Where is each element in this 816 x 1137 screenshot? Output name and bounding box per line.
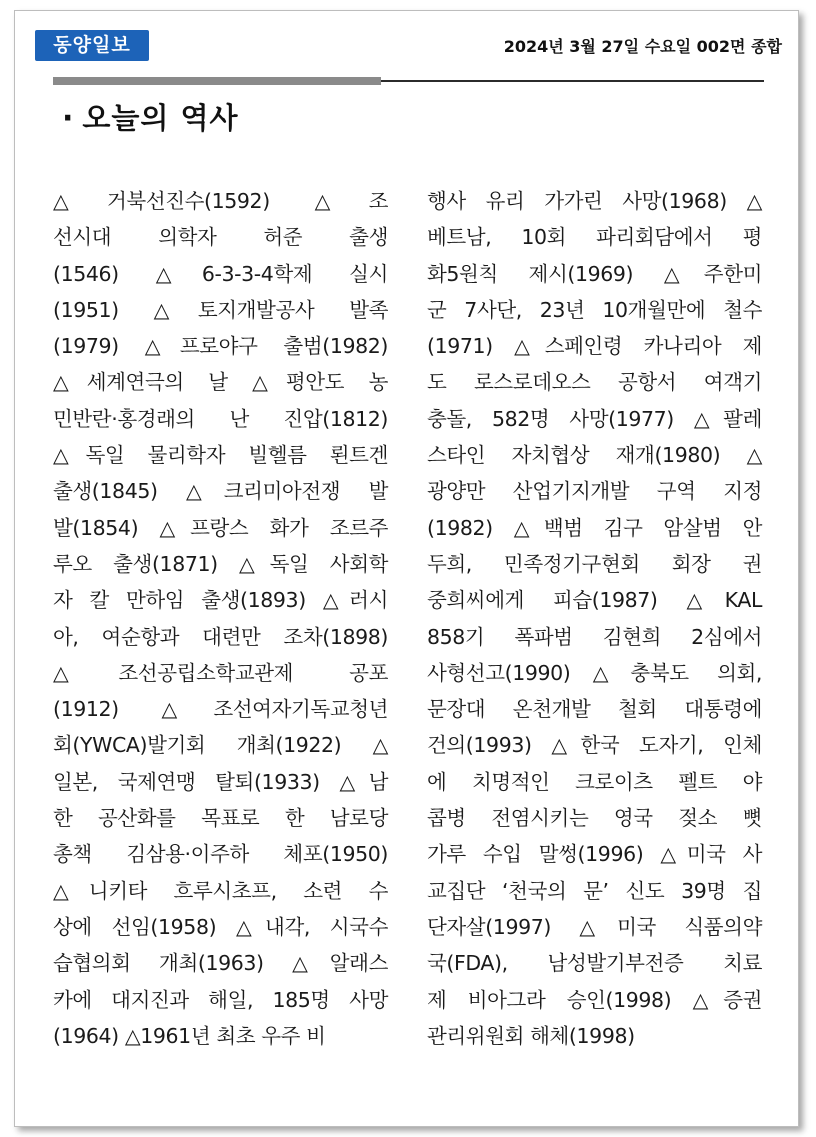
text-line: 교집단 ‘천국의 문’ 신도 39명 집 — [427, 878, 762, 903]
text-line: 습협의회 개최(1963) △알래스 — [53, 951, 388, 976]
text-line: 도 로스로데오스 공항서 여객기 — [427, 370, 762, 395]
text-line: 선시대 의학자 허준 출생 — [53, 225, 388, 250]
text-line: 콥병 전염시키는 영국 젖소 뼛 — [427, 806, 762, 831]
text-line: 광양만 산업기지개발 구역 지정 — [427, 479, 762, 504]
text-line: 에 치명적인 크로이츠 펠트 야 — [427, 769, 762, 794]
text-line: 관리위원회 해체(1998) — [427, 1023, 635, 1048]
text-line: 단자살(1997) △미국 식품의약 — [427, 914, 762, 939]
issue-dateline: 2024년 3월 27일 수요일 002면 종합 — [503, 37, 782, 56]
text-line: (1971) △스페인령 카나리아 제 — [427, 334, 762, 359]
text-line: 발(1854) △프랑스 화가 조르주 — [53, 515, 388, 540]
text-line: (1982) △백범 김구 암살범 안 — [427, 515, 762, 540]
header-rule-thin — [381, 80, 764, 82]
text-line: 건의(1993) △한국 도자기, 인체 — [427, 733, 762, 758]
text-line: 두희, 민족정기구현회 회장 권 — [427, 551, 762, 576]
text-line: △니키타 흐루시초프, 소련 수 — [53, 878, 388, 903]
text-line: 상에 선임(1958) △내각, 시국수 — [53, 914, 388, 939]
article-column-left — [53, 183, 388, 1054]
text-line: 민반란·홍경래의 난 진압(1812) — [53, 406, 388, 431]
text-line: △거북선진수(1592) △조 — [53, 189, 388, 213]
text-line: (1964) △1961년 최초 우주 비 — [53, 1023, 326, 1048]
text-line: 충돌, 582명 사망(1977) △팔레 — [427, 406, 762, 431]
text-line: 한 공산화를 목표로 한 남로당 — [53, 806, 388, 831]
text-line: 화5원칙 제시(1969) △주한미 — [427, 261, 762, 286]
text-line: 행사 유리 가가린 사망(1968) △ — [427, 189, 762, 213]
text-line: 일본, 국제연맹 탈퇴(1933) △남 — [53, 769, 388, 794]
text-line: 스타인 자치협상 재개(1980) △ — [427, 443, 762, 468]
article-column-right — [427, 183, 762, 1054]
text-line: △조선공립소학교관제 공포 — [53, 660, 388, 685]
text-line: 국(FDA), 남성발기부전증 치료 — [427, 951, 762, 976]
title-bullet: · — [62, 101, 75, 136]
text-line: 가루 수입 말썽(1996) △미국 사 — [427, 842, 762, 867]
text-line: 군 7사단, 23년 10개월만에 철수 — [427, 297, 762, 322]
text-line: 제 비아그라 승인(1998) △증권 — [427, 987, 762, 1012]
text-line: △세계연극의 날 △평안도 농 — [53, 370, 388, 395]
text-line: 총책 김삼용·이주하 체포(1950) — [53, 842, 388, 867]
text-line: 아, 여순항과 대련만 조차(1898) — [53, 624, 388, 649]
text-line: (1546) △6-3-3-4학제 실시 — [53, 261, 388, 286]
text-line: △독일 물리학자 빌헬름 뢴트겐 — [53, 443, 388, 468]
text-line: 사형선고(1990)△충북도 의회, — [427, 660, 762, 685]
text-line: 출생(1845) △크리미아전쟁 발 — [53, 479, 388, 504]
text-line: 루오 출생(1871) △독일 사회학 — [53, 551, 388, 576]
text-line: (1912) △조선여자기독교청년 — [53, 697, 388, 722]
header-rule-thick — [53, 77, 381, 85]
text-line: 베트남, 10회 파리회담에서 평 — [427, 225, 762, 250]
text-line: 카에 대지진과 해일, 185명 사망 — [53, 987, 388, 1012]
text-line: 문장대 온천개발 철회 대통령에 — [427, 697, 762, 722]
section-title-text: 오늘의 역사 — [82, 101, 239, 135]
text-line: 자 칼 만하임 출생(1893) △러시 — [53, 588, 388, 613]
text-line: 회(YWCA)발기회 개최(1922) △ — [53, 733, 388, 758]
section-title — [62, 96, 239, 137]
text-line: 858기 폭파범 김현희 2심에서 — [427, 624, 762, 649]
text-line: (1951) △토지개발공사 발족 — [53, 297, 388, 322]
newspaper-logo: 동양일보 — [35, 30, 149, 61]
text-line: (1979) △프로야구 출범(1982) — [53, 334, 388, 359]
text-line: 중희씨에게 피습(1987) △KAL — [427, 588, 762, 613]
